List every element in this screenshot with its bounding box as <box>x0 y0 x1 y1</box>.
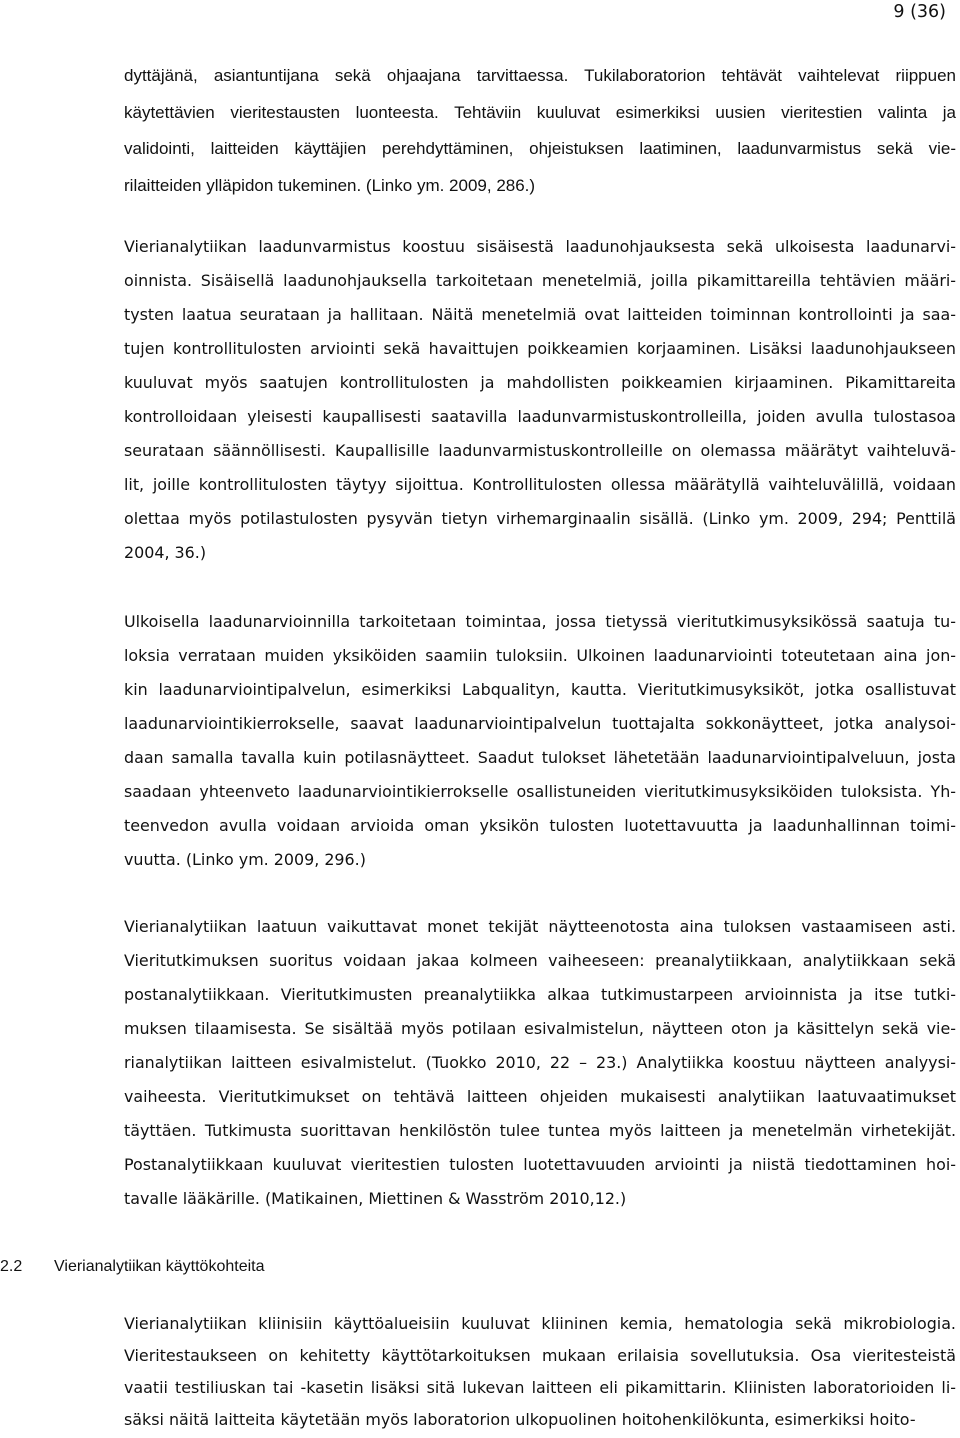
section-heading-number: 2.2 <box>0 1258 23 1275</box>
text-line: postanalytiikkaan. Vieritutkimusten preanalytiikka alkaa tutkimustarpeen arvioinnista ja itse tutki- <box>124 985 956 1004</box>
text-line: tujen kontrollitulosten arviointi sekä havaittujen poikkeamien korjaaminen. Lisäksi laadunohjaukseen <box>124 339 956 358</box>
text-line: vaatii testiliuskan tai -kasetin lisäksi sitä lukevan laitteen eli pikamittarin. Kliinisten laboratorioiden li- <box>124 1378 956 1397</box>
text-line: Vieritutkimuksen suoritus voidaan jakaa kolmeen vaiheeseen: preanalytiikkaan, analytiikkaan sekä <box>124 951 956 970</box>
text-line: tysten laatua seurataan ja hallitaan. Näitä menetelmiä ovat laitteiden toiminnan kontrollointi ja saa- <box>124 305 956 324</box>
text-line: dyttäjänä, asiantuntijana sekä ohjaajana tarvittaessa. Tukilaboratorion tehtävät vaihtelevat riippuen <box>124 66 956 85</box>
text-line: 2004, 36.) <box>124 543 207 562</box>
text-line: loksia verrataan muiden yksiköiden saamiin tuloksiin. Ulkoinen laadunarviointi toteutetaan aina jon- <box>124 646 956 665</box>
text-line: daan samalla tavalla kuin potilasnäytteet. Saadut tulokset lähetetään laadunarviointipalveluun, josta <box>124 748 956 767</box>
text-line: Postanalytiikkaan kuuluvat vieritestien tulosten luotettavuuden arviointi ja niistä tiedottaminen hoi- <box>124 1155 956 1174</box>
text-line: rilaitteiden ylläpidon tukeminen. (Linko ym. 2009, 286.) <box>124 175 536 195</box>
text-line: tavalle lääkärille. (Matikainen, Miettinen & Wasström 2010,12.) <box>124 1189 627 1208</box>
text-line: Vieritestaukseen on kehitetty käyttötarkoituksen mukaan erilaisia sovellutuksia. Osa vieritesteistä <box>124 1346 956 1365</box>
text-line: teenvedon avulla voidaan arvioida oman yksikön tulosten luotettavuutta ja laadunhallinnan toimi- <box>124 816 956 835</box>
text-line: kuuluvat myös saatujen kontrollitulosten ja mahdollisten poikkeamien kirjaaminen. Pikamittareita <box>124 373 956 392</box>
text-line: Vierianalytiikan kliinisiin käyttöalueisiin kuuluvat kliininen kemia, hematologia sekä mikrobiologia. <box>124 1314 956 1333</box>
text-line: saadaan yhteenveto laadunarviointikierrokselle osallistuneiden vieritutkimusyksiköiden tuloksista. Yh- <box>124 782 956 801</box>
text-line: säksi näitä laitteita käytetään myös laboratorion ulkopuolinen hoitohenkilökunta, esimerkiksi hoito- <box>124 1410 916 1429</box>
text-line: käytettävien vieritestausten luonteesta. Tehtäviin kuuluvat esimerkiksi uusien vieritestien valinta ja <box>124 102 956 122</box>
section-heading-title: Vierianalytiikan käyttökohteita <box>54 1258 265 1275</box>
text-line: kontrolloidaan yleisesti kaupallisesti saatavilla laadunvarmistuskontrolleilla, joiden avulla tulostasoa <box>124 407 956 426</box>
section-heading <box>0 1255 265 1279</box>
page-number: 9 (36) <box>893 2 946 22</box>
text-line: olettaa myös potilastulosten pysyvän tietyn virhemarginaalin sisällä. (Linko ym. 2009, 294; Penttilä <box>124 509 956 528</box>
text-line: validointi, laitteiden käyttäjien perehdyttäminen, ohjeistuksen laatiminen, laadunvarmistus sekä vie- <box>124 139 956 158</box>
text-line: muksen tilaamisesta. Se sisältää myös potilaan esivalmistelun, näytteen oton ja käsittelyn sekä vie- <box>124 1019 956 1038</box>
text-line: laadunarviointikierrokselle, saavat laadunarviointipalvelun tuottajalta sokkonäytteet, jotka analysoi- <box>124 714 956 733</box>
text-line: kin laadunarviointipalvelun, esimerkiksi Labqualityn, kautta. Vieritutkimusyksiköt, jotka osallistuvat <box>124 680 956 699</box>
text-line: Ulkoisella laadunarvioinnilla tarkoitetaan toimintaa, jossa tietyssä vieritutkimusyksikössä saatuja tu- <box>124 612 956 631</box>
text-line: Vierianalytiikan laadunvarmistus koostuu sisäisestä laadunohjauksesta sekä ulkoisesta laadunarvi- <box>124 237 956 256</box>
text-line: vuutta. (Linko ym. 2009, 296.) <box>124 850 366 869</box>
text-line: lit, joille kontrollitulosten täytyy sijoittua. Kontrollitulosten ollessa määrätyllä vaihteluvälillä, voidaan <box>124 475 956 494</box>
text-line: täyttäen. Tutkimusta suorittavan henkilöstön tulee tuntea myös laitteen ja menetelmän virhetekijät. <box>124 1121 956 1140</box>
text-line: Vierianalytiikan laatuun vaikuttavat monet tekijät näytteenotosta aina tuloksen vastaamiseen asti. <box>124 917 956 936</box>
text-line: seurataan säännöllisesti. Kaupallisille laadunvarmistuskontrolleille on olemassa määrätyt vaihteluvä- <box>124 441 956 460</box>
text-line: vaiheesta. Vieritutkimukset on tehtävä laitteen ohjeiden mukaisesti analytiikan laatuvaatimukset <box>124 1087 956 1106</box>
text-line: oinnista. Sisäisellä laadunohjauksella tarkoitetaan menetelmiä, joilla pikamittareilla tehtävien määri- <box>124 271 956 290</box>
text-line: rianalytiikan laitteen esivalmistelut. (Tuokko 2010, 22 – 23.) Analytiikka koostuu näytteen analyysi- <box>124 1053 956 1072</box>
